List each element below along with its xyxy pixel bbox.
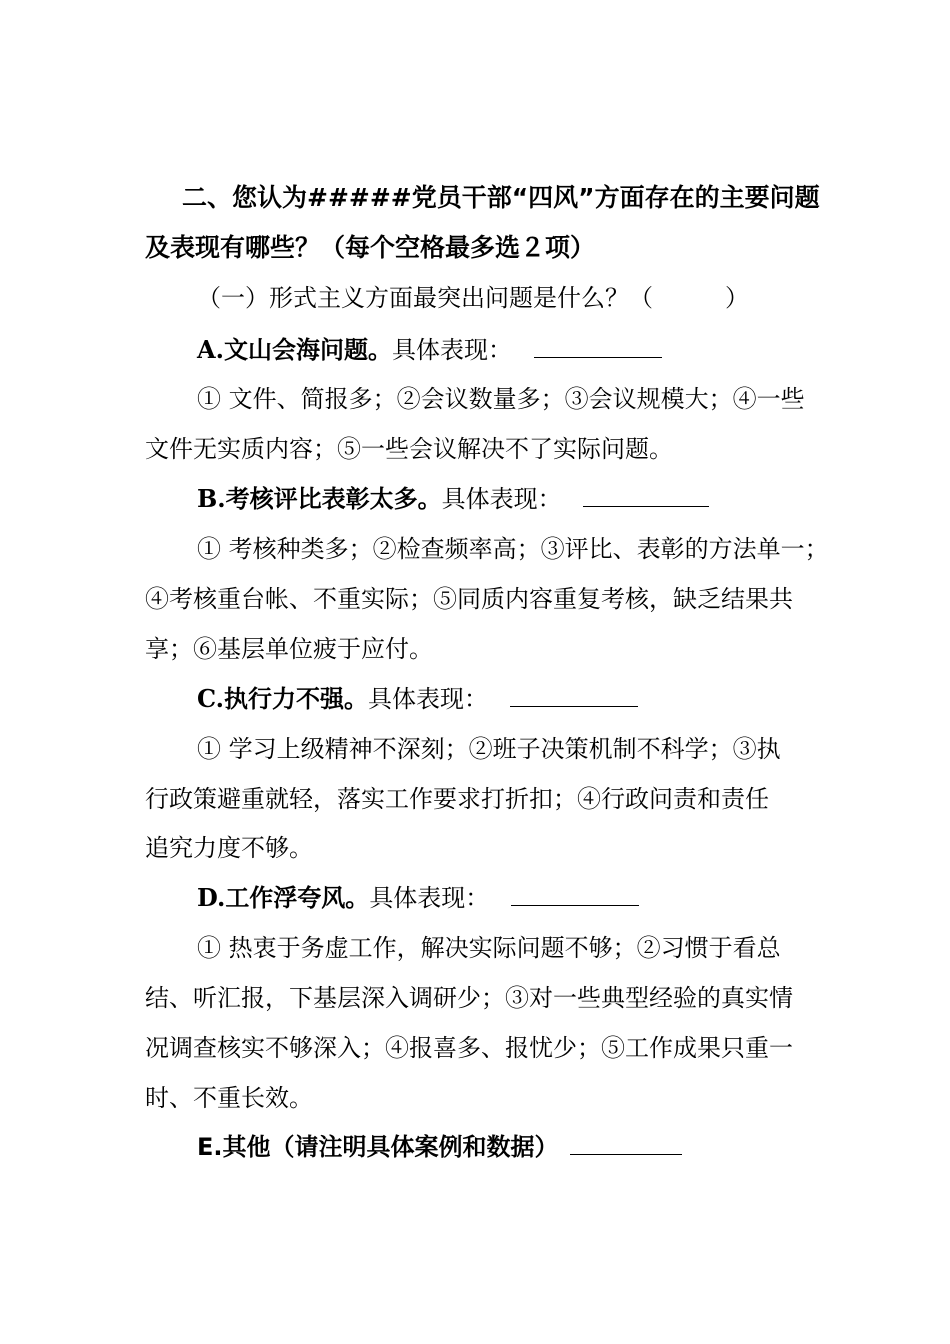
option-b-detail-line-2: ④考核重台帐、不重实际；⑤同质内容重复考核，缺乏结果共 xyxy=(145,585,793,613)
option-c-answer-blank[interactable] xyxy=(510,682,638,707)
option-c-detail-line-2: 行政策避重就轻，落实工作要求打折扣；④行政问责和责任 xyxy=(145,785,769,813)
option-b-heading xyxy=(197,482,867,516)
option-a-detail-line-1: ① 文件、简报多；②会议数量多；③会议规模大；④一些 xyxy=(197,385,805,413)
question-text: （一）形式主义方面最突出问题是什么？（ xyxy=(197,284,653,312)
option-d-detail-line-4: 时、不重长效。 xyxy=(145,1084,313,1112)
option-c-heading xyxy=(197,682,867,716)
option-b-detail-line-1: ① 考核种类多；②检查频率高；③评比、表彰的方法单一； xyxy=(197,535,829,563)
option-c-detail-line-3: 追究力度不够。 xyxy=(145,834,313,862)
option-d-detail-line-3: 况调查核实不够深入；④报喜多、报忧少；⑤工作成果只重一 xyxy=(145,1034,793,1062)
option-c-label: 具体表现： xyxy=(368,685,489,713)
option-b-label: 具体表现： xyxy=(441,485,562,513)
question-close-paren: ） xyxy=(725,284,749,312)
option-d-heading xyxy=(197,881,867,915)
section-title-line-1: 二、您认为#####党员干部“四风”方面存在的主要问题 xyxy=(182,183,820,212)
option-a-heading xyxy=(197,333,867,367)
option-a-label: 具体表现： xyxy=(391,336,512,364)
option-c-title: C.执行力不强。 xyxy=(197,684,369,713)
option-d-detail-line-2: 结、听汇报，下基层深入调研少；③对一些典型经验的真实情 xyxy=(145,984,793,1012)
option-d-title: D.工作浮夸风。 xyxy=(197,883,370,912)
option-d-answer-blank[interactable] xyxy=(511,881,639,906)
option-c-detail-line-1: ① 学习上级精神不深刻；②班子决策机制不科学；③执 xyxy=(197,735,781,763)
option-d-label: 具体表现： xyxy=(369,884,490,912)
option-b-title: B.考核评比表彰太多。 xyxy=(197,484,442,513)
option-a-detail-line-2: 文件无实质内容；⑤一些会议解决不了实际问题。 xyxy=(145,435,673,463)
option-b-answer-blank[interactable] xyxy=(583,482,709,507)
option-e-title: E.其他（请注明具体案例和数据） xyxy=(197,1133,559,1161)
section-title-line-2: 及表现有哪些？（每个空格最多选２项） xyxy=(145,233,596,262)
option-e-answer-blank[interactable] xyxy=(570,1130,682,1155)
question-line xyxy=(197,281,867,315)
option-a-title: A.文山会海问题。 xyxy=(197,335,392,364)
option-b-detail-line-3: 享；⑥基层单位疲于应付。 xyxy=(145,635,433,663)
option-a-answer-blank[interactable] xyxy=(534,333,662,358)
option-e-heading xyxy=(197,1130,867,1164)
option-d-detail-line-1: ① 热衷于务虚工作，解决实际问题不够；②习惯于看总 xyxy=(197,934,781,962)
